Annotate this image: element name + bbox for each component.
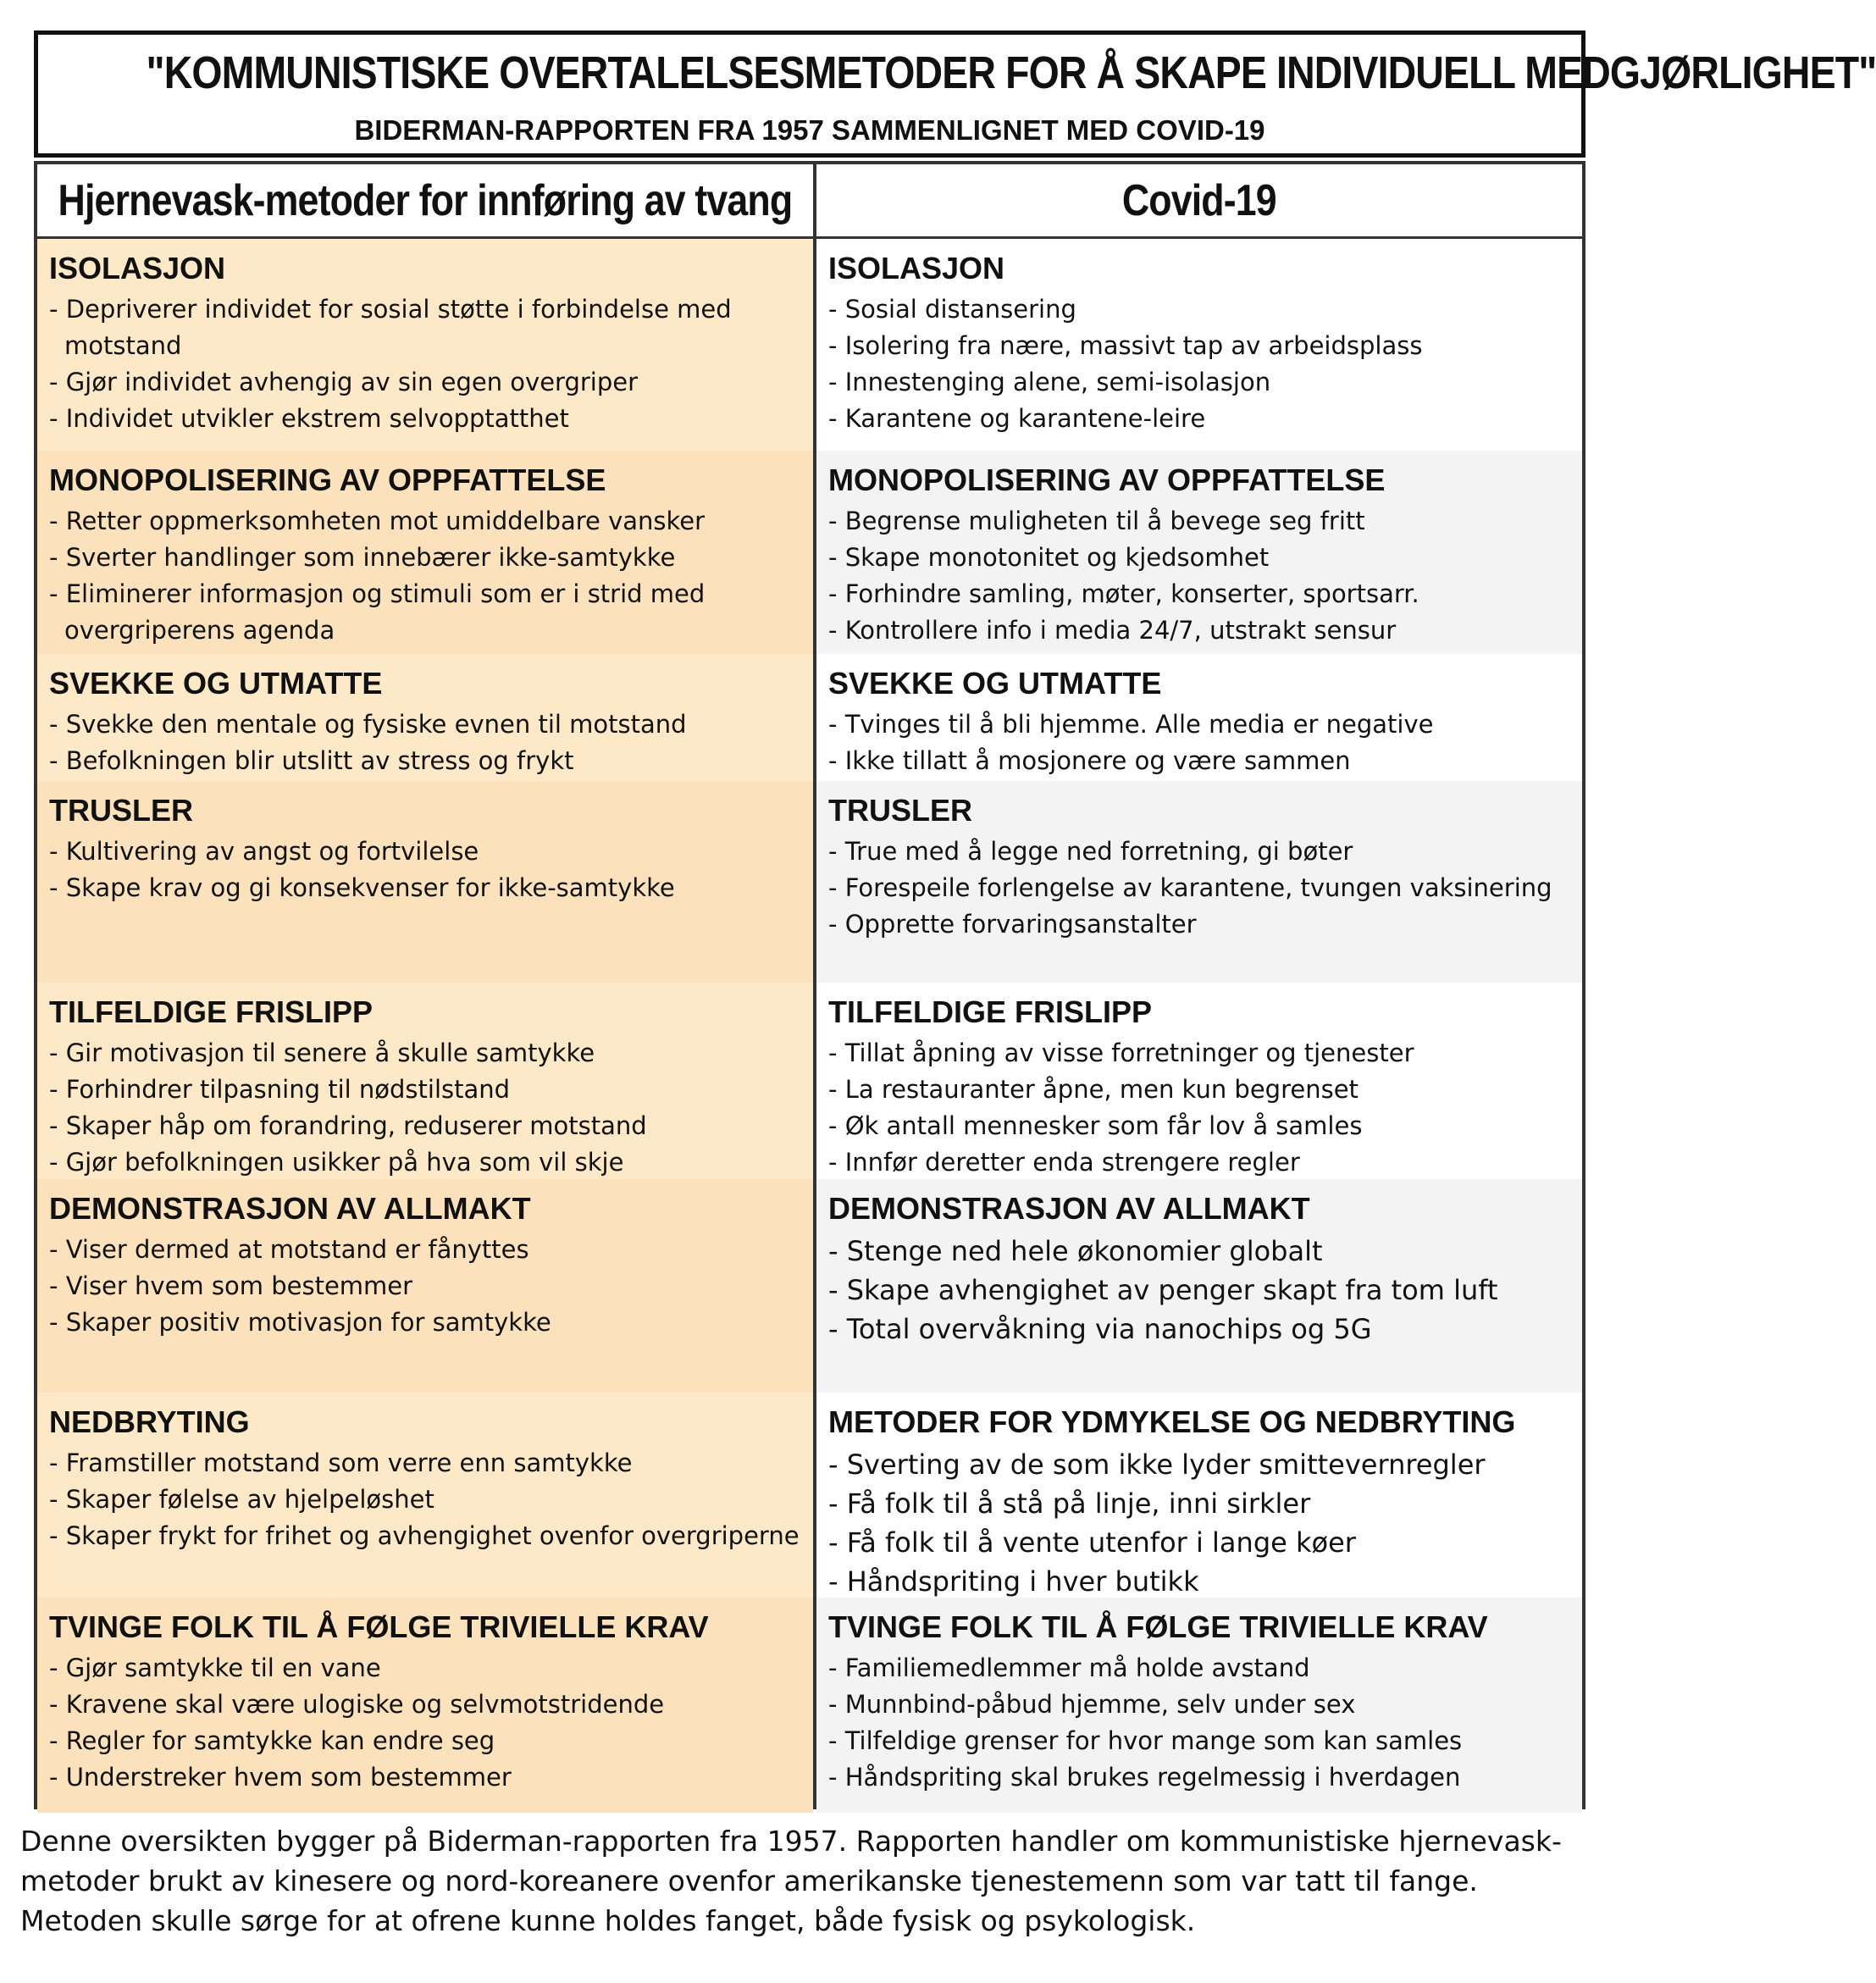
comparison-table bbox=[34, 161, 1585, 1809]
section-heading: DEMONSTRASJON AV ALLMAKT bbox=[828, 1191, 1310, 1226]
list-item: - Tilfeldige grenser for hvor mange som kan samles bbox=[828, 1723, 1572, 1759]
right-section-monopolisering bbox=[816, 451, 1582, 654]
list-item: - Håndspriting skal brukes regelmessig i hverdagen bbox=[828, 1759, 1572, 1796]
list-item: - Skaper håp om forandring, reduserer motstand bbox=[49, 1108, 803, 1144]
page-title: "KOMMUNISTISKE OVERTALELSESMETODER FOR Å SKAPE INDIVIDUELL MEDGJØRLIGHET" bbox=[146, 47, 1876, 98]
page-subtitle: BIDERMAN-RAPPORTEN FRA 1957 SAMMENLIGNET MED COVID-19 bbox=[354, 114, 1265, 146]
left-section-monopolisering bbox=[37, 451, 813, 654]
list-item: - Skaper positiv motivasjon for samtykke bbox=[49, 1304, 803, 1341]
list-item: - Forespeile forlengelse av karantene, tvungen vaksinering bbox=[828, 870, 1572, 906]
left-section-isolasjon bbox=[37, 239, 813, 451]
list-item: - Regler for samtykke kan endre seg bbox=[49, 1723, 803, 1759]
list-item: - Kontrollere info i media 24/7, utstrakt sensur bbox=[828, 612, 1572, 649]
section-heading: TILFELDIGE FRISLIPP bbox=[49, 994, 374, 1029]
right-section-trivielle-krav bbox=[816, 1598, 1582, 1813]
list-item: - Opprette forvaringsanstalter bbox=[828, 906, 1572, 943]
left-column-header: Hjernevask-metoder for innføring av tvang bbox=[37, 164, 813, 239]
right-column bbox=[816, 164, 1582, 1806]
list-item: - Understreker hvem som bestemmer bbox=[49, 1759, 803, 1796]
list-item: - Øk antall mennesker som får lov å samles bbox=[828, 1108, 1572, 1144]
list-item: - Tvinges til å bli hjemme. Alle media er negative bbox=[828, 706, 1572, 743]
list-item: - Individet utvikler ekstrem selvopptatthet bbox=[49, 401, 803, 437]
section-heading: TVINGE FOLK TIL Å FØLGE TRIVIELLE KRAV bbox=[828, 1609, 1488, 1644]
list-item: - Innfør deretter enda strengere regler bbox=[828, 1144, 1572, 1181]
section-list bbox=[828, 291, 1572, 437]
list-item: - Stenge ned hele økonomier globalt bbox=[828, 1232, 1572, 1271]
list-item: - Få folk til å vente utenfor i lange køer bbox=[828, 1523, 1572, 1562]
section-heading: ISOLASJON bbox=[49, 251, 226, 285]
section-list bbox=[828, 834, 1572, 943]
list-item: - Tillat åpning av visse forretninger og tjenester bbox=[828, 1035, 1572, 1072]
section-list bbox=[828, 1445, 1572, 1601]
section-list bbox=[49, 1035, 803, 1181]
section-list bbox=[49, 1650, 803, 1796]
section-heading: TRUSLER bbox=[49, 793, 193, 828]
section-list bbox=[828, 1232, 1572, 1349]
list-item: - True med å legge ned forretning, gi bøter bbox=[828, 834, 1572, 870]
list-item: - Sverting av de som ikke lyder smittevernregler bbox=[828, 1445, 1572, 1484]
right-section-trusler bbox=[816, 781, 1582, 983]
left-section-allmakt bbox=[37, 1179, 813, 1393]
list-item: - Viser dermed at motstand er fånyttes bbox=[49, 1232, 803, 1268]
section-heading: ISOLASJON bbox=[828, 251, 1005, 285]
section-heading: MONOPOLISERING AV OPPFATTELSE bbox=[828, 463, 1386, 497]
list-item: - Framstiller motstand som verre enn samtykke bbox=[49, 1445, 803, 1482]
list-item: - Gjør befolkningen usikker på hva som vil skje bbox=[49, 1144, 803, 1181]
right-section-ydmykelse bbox=[816, 1393, 1582, 1598]
list-item: - Begrense muligheten til å bevege seg fritt bbox=[828, 503, 1572, 540]
section-list bbox=[49, 1232, 803, 1341]
section-list bbox=[49, 834, 803, 906]
section-heading: METODER FOR YDMYKELSE OG NEDBRYTING bbox=[828, 1404, 1516, 1439]
list-item: - Skape krav og gi konsekvenser for ikke-samtykke bbox=[49, 870, 803, 906]
section-list bbox=[828, 503, 1572, 649]
left-section-trivielle-krav bbox=[37, 1598, 813, 1813]
footer-note: Denne oversikten bygger på Biderman-rapporten fra 1957. Rapporten handler om kommunistiske hjernevask-metoder brukt av kinesere og nord-koreanere ovenfor amerikanske tjenestemenn som var tatt til fange. Metoden skulle sørge for at ofrene kunne holdes fanget, både fysisk og psykologisk. bbox=[20, 1825, 1562, 1937]
section-list bbox=[828, 1650, 1572, 1796]
list-item: - Eliminerer informasjon og stimuli som er i strid med overgriperens agenda bbox=[49, 576, 803, 649]
list-item: - Skape avhengighet av penger skapt fra tom luft bbox=[828, 1271, 1572, 1310]
left-column bbox=[37, 164, 813, 1806]
list-item: - Depriverer individet for sosial støtte i forbindelse med motstand bbox=[49, 291, 803, 364]
section-heading: DEMONSTRASJON AV ALLMAKT bbox=[49, 1191, 531, 1226]
list-item: - Ikke tillatt å mosjonere og være sammen bbox=[828, 743, 1572, 779]
section-heading: MONOPOLISERING AV OPPFATTELSE bbox=[49, 463, 606, 497]
list-item: - Isolering fra nære, massivt tap av arbeidsplass bbox=[828, 328, 1572, 364]
section-heading: TRUSLER bbox=[828, 793, 972, 828]
section-list bbox=[49, 503, 803, 649]
list-item: - Viser hvem som bestemmer bbox=[49, 1268, 803, 1304]
left-section-nedbryting bbox=[37, 1393, 813, 1598]
list-item: - Skape monotonitet og kjedsomhet bbox=[828, 540, 1572, 576]
right-column-header: Covid-19 bbox=[816, 164, 1582, 239]
title-box bbox=[34, 30, 1876, 158]
section-heading: TVINGE FOLK TIL Å FØLGE TRIVIELLE KRAV bbox=[49, 1609, 709, 1644]
list-item: - Innestenging alene, semi-isolasjon bbox=[828, 364, 1572, 401]
list-item: - Få folk til å stå på linje, inni sirkler bbox=[828, 1484, 1572, 1523]
section-list bbox=[828, 1035, 1572, 1181]
section-heading: TILFELDIGE FRISLIPP bbox=[828, 994, 1153, 1029]
right-section-tilfeldige-frislipp bbox=[816, 983, 1582, 1179]
left-section-tilfeldige-frislipp bbox=[37, 983, 813, 1179]
right-section-allmakt bbox=[816, 1179, 1582, 1393]
list-item: - Kultivering av angst og fortvilelse bbox=[49, 834, 803, 870]
section-list bbox=[828, 706, 1572, 779]
list-item: - Retter oppmerksomheten mot umiddelbare vansker bbox=[49, 503, 803, 540]
list-item: - Håndspriting i hver butikk bbox=[828, 1562, 1572, 1601]
list-item: - Karantene og karantene-leire bbox=[828, 401, 1572, 437]
list-item: - Gir motivasjon til senere å skulle samtykke bbox=[49, 1035, 803, 1072]
section-heading: SVEKKE OG UTMATTE bbox=[828, 666, 1162, 701]
list-item: - Munnbind-påbud hjemme, selv under sex bbox=[828, 1687, 1572, 1723]
list-item: - Kravene skal være ulogiske og selvmotstridende bbox=[49, 1687, 803, 1723]
list-item: - Gjør samtykke til en vane bbox=[49, 1650, 803, 1687]
list-item: - Sosial distansering bbox=[828, 291, 1572, 328]
section-list bbox=[49, 1445, 803, 1554]
list-item: - Skaper frykt for frihet og avhengighet ovenfor overgriperne bbox=[49, 1518, 803, 1554]
section-heading: NEDBRYTING bbox=[49, 1404, 250, 1439]
left-section-trusler bbox=[37, 781, 813, 983]
right-section-isolasjon bbox=[816, 239, 1582, 451]
list-item: - La restauranter åpne, men kun begrenset bbox=[828, 1072, 1572, 1108]
list-item: - Forhindre samling, møter, konserter, sportsarr. bbox=[828, 576, 1572, 612]
list-item: - Skaper følelse av hjelpeløshet bbox=[49, 1482, 803, 1518]
list-item: - Sverter handlinger som innebærer ikke-samtykke bbox=[49, 540, 803, 576]
list-item: - Gjør individet avhengig av sin egen overgriper bbox=[49, 364, 803, 401]
list-item: - Familiemedlemmer må holde avstand bbox=[828, 1650, 1572, 1687]
list-item: - Forhindrer tilpasning til nødstilstand bbox=[49, 1072, 803, 1108]
right-section-svekke bbox=[816, 654, 1582, 781]
section-heading: SVEKKE OG UTMATTE bbox=[49, 666, 383, 701]
section-list bbox=[49, 291, 803, 437]
list-item: - Total overvåkning via nanochips og 5G bbox=[828, 1310, 1572, 1349]
section-list bbox=[49, 706, 803, 779]
list-item: - Befolkningen blir utslitt av stress og frykt bbox=[49, 743, 803, 779]
list-item: - Svekke den mentale og fysiske evnen til motstand bbox=[49, 706, 803, 743]
left-section-svekke bbox=[37, 654, 813, 781]
